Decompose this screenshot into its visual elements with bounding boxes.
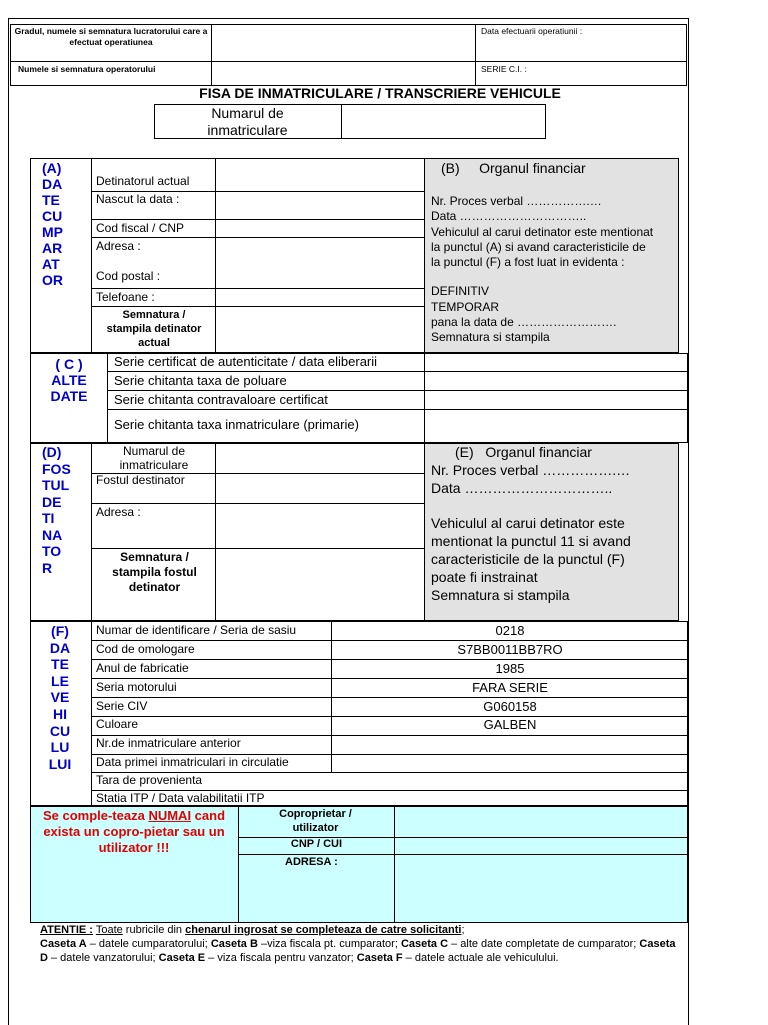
registration-tax-field[interactable]: [425, 410, 687, 442]
cert-series-field[interactable]: [425, 354, 687, 370]
section-d-tag: (D) FOS TUL DE TI NA TO R: [42, 444, 71, 576]
attention-note: ATENTIE : Toate rubricile din chenarul ingrosat se completeaza de catre solicitanti; Caseta A – datele cumparatorului; Caseta B –viza fiscala pt. cumparator; Caseta C – alte date completate de cumparator; Caseta D – datele vanzatorului; Caseta E – viza fiscala pentru vanzator; Caseta F – datele actuale ale vehiculului.: [40, 924, 676, 964]
owner-label: Detinatorul actual: [96, 174, 190, 188]
cert-fee-label: Serie chitanta contravaloare certificat: [114, 392, 328, 407]
ci-label: SERIE C.I. :: [481, 64, 527, 74]
prev-reg-label: Nr.de inmatriculare anterior: [96, 736, 241, 750]
birthdate-field[interactable]: [216, 192, 423, 218]
cnp-field[interactable]: [216, 220, 423, 236]
operator-label: Numele si semnatura operatorului: [18, 64, 156, 74]
worker-label: Gradul, numele si semnatura lucratorului care a efectuat operatiunea: [14, 26, 208, 47]
vin-value[interactable]: 0218: [495, 623, 525, 638]
former-address-field[interactable]: [216, 504, 423, 547]
former-owner-field[interactable]: [216, 474, 423, 502]
engine-series-label: Seria motorului: [96, 680, 177, 694]
postal-code-label: Cod postal :: [96, 269, 161, 283]
pollution-tax-field[interactable]: [425, 372, 687, 389]
phone-field[interactable]: [216, 289, 423, 305]
date-label: Data efectuarii operatiunii :: [481, 26, 583, 36]
registration-tax-label: Serie chitanta taxa inmatriculare (primarie): [114, 417, 359, 432]
color-label: Culoare: [96, 717, 139, 731]
section-f-tag: (F) DA TE LE VE HI CU LU LUI: [48, 623, 72, 772]
section-e-text: Nr. Proces verbal …………….… Data ………………………….. Vehiculul al carui detinator este mentionat la punctul 11 si avand caracteristicile de la punctul (F) poate fi instrainat Semnatura si stampila: [431, 462, 631, 603]
address-label: Adresa :: [96, 239, 141, 253]
section-a-tag: (A) DA TE CU MP AR AT OR: [42, 160, 63, 288]
owner-signature-label: Semnatura / stampila detinator actual: [106, 309, 202, 349]
former-address-label: Adresa :: [96, 505, 141, 519]
coowner-notice: Se comple-teaza NUMAI cand exista un copro-pietar sau un utilizator !!!: [42, 808, 226, 855]
former-reg-number-field[interactable]: [216, 444, 423, 472]
phone-label: Telefoane :: [96, 290, 155, 304]
section-c-tag: ( C ) ALTE DATE: [50, 356, 88, 404]
section-e-title: (E) Organul financiar: [455, 444, 592, 460]
owner-signature-field[interactable]: [216, 307, 423, 352]
itp-label: Statia ITP / Data valabilitatii ITP: [96, 791, 265, 805]
coowner-cnp-label: CNP / CUI: [290, 838, 343, 850]
cert-fee-field[interactable]: [425, 391, 687, 408]
former-owner-signature-field[interactable]: [216, 549, 423, 620]
section-b-text: Nr. Proces verbal …………….… Data ………………………….. Vehiculul al carui detinator este mentionat la punctul (A) si avand caracteristicile de la punctul (F) a fost luat in evidenta : DEFINITIV TEMPORAR pana la data de ……………………. Semnatura si stampila: [431, 194, 654, 345]
page-title: FISA DE INMATRICULARE / TRANSCRIERE VEHICULE: [199, 85, 561, 101]
coowner-address-label: ADRESA :: [285, 856, 338, 868]
worker-signature-field[interactable]: [212, 25, 474, 60]
origin-country-label: Tara de provenienta: [96, 773, 203, 787]
year-label: Anul de fabricatie: [96, 661, 189, 675]
birthdate-label: Nascut la data :: [96, 192, 180, 206]
coowner-label: Coproprietar / utilizator: [279, 808, 352, 834]
coowner-cnp-field[interactable]: [395, 838, 687, 853]
civ-value[interactable]: G060158: [483, 699, 537, 714]
pollution-tax-label: Serie chitanta taxa de poluare: [114, 373, 287, 388]
homologation-label: Cod de omologare: [96, 642, 195, 656]
coowner-address-field[interactable]: [395, 855, 687, 922]
reg-number-label: Numarul de inmatriculare: [207, 105, 288, 138]
cnp-label: Cod fiscal / CNP: [96, 221, 185, 235]
year-value[interactable]: 1985: [495, 661, 525, 676]
owner-field[interactable]: [216, 159, 423, 190]
section-b-title: (B) Organul financiar: [441, 160, 586, 176]
coowner-field[interactable]: [395, 807, 687, 836]
former-reg-number-label: Numarul de inmatriculare: [119, 444, 189, 472]
homologation-value[interactable]: S7BB0011BB7RO: [457, 642, 563, 657]
color-value[interactable]: GALBEN: [483, 717, 537, 732]
former-owner-signature-label: Semnatura / stampila fostul detinator: [112, 550, 197, 594]
reg-number-field[interactable]: [342, 105, 545, 138]
operator-signature-field[interactable]: [212, 62, 474, 85]
vin-label: Numar de identificare / Seria de sasiu: [96, 623, 297, 637]
engine-series-value[interactable]: FARA SERIE: [472, 680, 548, 695]
civ-label: Serie CIV: [96, 699, 148, 713]
cert-series-label: Serie certificat de autenticitate / data eliberarii: [114, 354, 378, 369]
address-field[interactable]: [216, 238, 423, 287]
first-reg-label: Data primei inmatriculari in circulatie: [96, 755, 289, 769]
former-owner-label: Fostul destinator: [96, 473, 185, 487]
